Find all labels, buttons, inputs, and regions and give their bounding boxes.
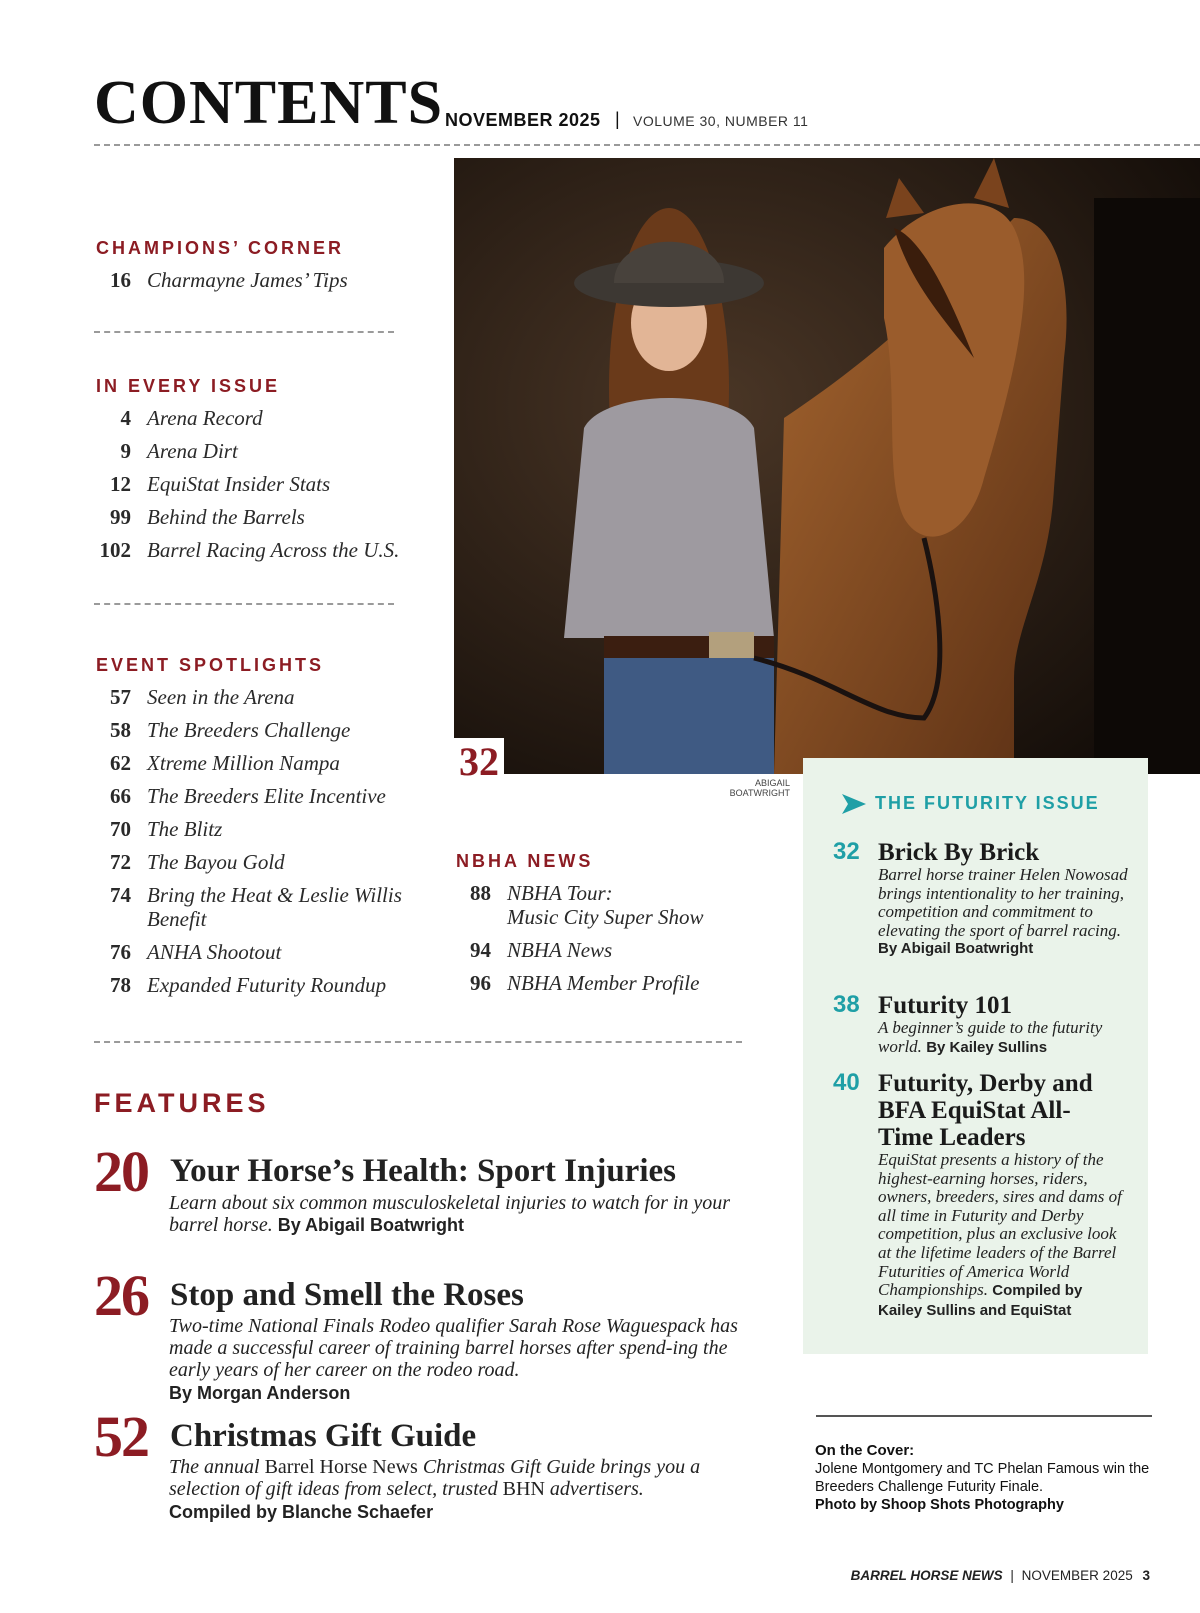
page-title: CONTENTS	[94, 69, 444, 137]
toc-item[interactable]	[96, 439, 426, 463]
nbha-news-heading: NBHA NEWS	[456, 851, 594, 871]
toc-page-number: 78	[110, 973, 131, 997]
toc-page-number: 96	[470, 971, 491, 995]
toc-title: NBHA News	[507, 938, 613, 962]
toc-page-number: 4	[120, 406, 131, 430]
photo-illustration	[454, 158, 1200, 774]
toc-title: The Blitz	[147, 817, 223, 841]
header-separator: |	[615, 109, 620, 129]
issue-date: NOVEMBER 2025	[445, 110, 601, 130]
in-every-issue-list	[96, 406, 426, 571]
feature-description	[169, 1456, 729, 1523]
feature-byline: By Morgan Anderson	[169, 1383, 351, 1403]
feature-description	[878, 866, 1128, 959]
feature-page-number: 26	[94, 1263, 148, 1328]
feature-desc-text: Barrel horse trainer Helen Nowosad brings intentionality to her training, competition and commitment to elevating the sport of barrel racing.	[878, 865, 1128, 940]
toc-item[interactable]	[96, 883, 426, 931]
toc-page-number: 88	[470, 881, 491, 905]
toc-page-number: 70	[110, 817, 131, 841]
toc-page-number: 72	[110, 850, 131, 874]
feature-desc-text: The annual	[169, 1456, 260, 1478]
section-divider	[94, 331, 394, 333]
toc-page-number: 62	[110, 751, 131, 775]
feature-byline: Compiled by Kailey Sullins and EquiStat	[878, 1282, 1083, 1319]
feature-byline: By Abigail Boatwright	[878, 940, 1034, 958]
footer-date: NOVEMBER 2025	[1021, 1568, 1133, 1583]
event-spotlights-list	[96, 685, 426, 1006]
toc-item[interactable]	[456, 938, 756, 962]
toc-page-number: 58	[110, 718, 131, 742]
toc-page-number: 102	[99, 538, 131, 562]
toc-page-number: 99	[110, 505, 131, 529]
footer-magazine: BARREL HORSE NEWS	[850, 1568, 1003, 1583]
header-divider	[94, 144, 1200, 146]
toc-item[interactable]	[96, 850, 426, 874]
toc-page-number: 16	[110, 268, 131, 292]
features-heading: FEATURES	[94, 1088, 270, 1118]
toc-page-number: 57	[110, 685, 131, 709]
toc-item[interactable]	[96, 817, 426, 841]
toc-page-number: 12	[110, 472, 131, 496]
toc-page-number: 94	[470, 938, 491, 962]
feature-byline: By Abigail Boatwright	[277, 1215, 465, 1235]
section-divider	[94, 603, 394, 605]
feature-title[interactable]: Your Horse’s Health: Sport Injuries	[170, 1153, 676, 1189]
toc-title: NBHA Member Profile	[507, 971, 700, 995]
toc-title: Seen in the Arena	[147, 685, 295, 709]
toc-title: Barrel Racing Across the U.S.	[147, 538, 400, 562]
feature-title[interactable]: Brick By Brick	[878, 839, 1040, 866]
champions-corner-heading: CHAMPIONS’ CORNER	[96, 238, 345, 258]
toc-title: Charmayne James’ Tips	[147, 268, 348, 292]
feature-description	[878, 1019, 1133, 1057]
toc-item[interactable]	[456, 971, 756, 995]
toc-page-number: 66	[110, 784, 131, 808]
magazine-name: Barrel Horse News	[264, 1456, 418, 1478]
page-footer	[800, 1568, 1150, 1583]
feature-description	[878, 1151, 1123, 1320]
event-spotlights-heading: EVENT SPOTLIGHTS	[96, 655, 325, 675]
futurity-issue-heading: THE FUTURITY ISSUE	[875, 793, 1100, 813]
toc-title: Bring the Heat & Leslie Willis Benefit	[147, 883, 402, 931]
feature-title[interactable]: Stop and Smell the Roses	[170, 1277, 524, 1313]
feature-desc-text: EquiStat presents a history of the highest-earning horses, riders, owners, breeders, sires and dams of all time in Futurity and Derby competition, plus an exclusive look at the lifetime leaders of the Barrel Futurities of America World Championships.	[878, 1150, 1122, 1300]
nbha-news-list	[456, 881, 756, 1004]
toc-page-number: 74	[110, 883, 131, 907]
feature-desc-text: A beginner’s guide to the futurity world.	[878, 1018, 1103, 1056]
toc-item[interactable]	[96, 973, 426, 997]
toc-item[interactable]	[96, 784, 426, 808]
photo-credit: ABIGAIL BOATWRIGHT	[729, 778, 790, 798]
feature-title[interactable]: Futurity 101	[878, 992, 1013, 1019]
toc-item[interactable]	[96, 940, 426, 964]
toc-item[interactable]	[96, 751, 426, 775]
section-divider	[94, 1041, 742, 1043]
feature-description	[169, 1315, 741, 1404]
feature-byline: By Kailey Sullins	[926, 1038, 1048, 1056]
toc-item[interactable]	[96, 472, 426, 496]
toc-title: The Breeders Elite Incentive	[147, 784, 386, 808]
feature-desc-text: Christmas Gift Guide brings you a selection of gift ideas from select, trusted	[169, 1456, 701, 1500]
toc-item[interactable]	[96, 538, 426, 562]
toc-item[interactable]	[96, 268, 426, 292]
photo-page-number: 32	[454, 738, 504, 786]
cover-divider	[816, 1415, 1152, 1417]
toc-page-number: 9	[120, 439, 131, 463]
toc-title: Arena Dirt	[147, 439, 238, 463]
footer-page-number: 3	[1142, 1568, 1150, 1583]
feature-desc-text: Learn about six common musculoskeletal injuries to watch for in your barrel horse.	[169, 1192, 731, 1236]
toc-title-line: NBHA Tour:	[507, 881, 613, 905]
toc-item[interactable]	[96, 505, 426, 529]
magazine-abbrev: BHN	[502, 1478, 545, 1500]
feature-title[interactable]: Futurity, Derby and BFA EquiStat All-Time Leaders	[878, 1070, 1093, 1151]
arrow-icon	[840, 792, 868, 816]
toc-item[interactable]	[96, 718, 426, 742]
cover-photo-credit: Photo by Shoop Shots Photography	[815, 1497, 1064, 1513]
in-every-issue-heading: IN EVERY ISSUE	[96, 376, 281, 396]
toc-title	[507, 881, 704, 929]
footer-separator: |	[1010, 1568, 1014, 1583]
volume-info: VOLUME 30, NUMBER 11	[633, 113, 809, 129]
toc-page-number: 76	[110, 940, 131, 964]
feature-title[interactable]: Christmas Gift Guide	[170, 1418, 477, 1454]
feature-page-number: 32	[833, 838, 860, 865]
feature-byline: Compiled by Blanche Schaefer	[169, 1502, 434, 1522]
toc-title: Behind the Barrels	[147, 505, 305, 529]
cover-label: On the Cover:	[815, 1442, 915, 1459]
feature-page-number: 20	[94, 1139, 148, 1204]
feature-desc-text: advertisers.	[549, 1478, 644, 1500]
feature-desc-text: Two-time National Finals Rodeo qualifier Sarah Rose Waguespack has made a successful career of training barrel horses after spend-ing the early years of her career on the rodeo road.	[169, 1315, 738, 1381]
toc-title: Expanded Futurity Roundup	[147, 973, 387, 997]
cover-text: Jolene Montgomery and TC Phelan Famous win the Breeders Challenge Futurity Finale.	[815, 1461, 1150, 1495]
toc-item[interactable]	[456, 881, 756, 929]
toc-title: EquiStat Insider Stats	[147, 472, 331, 496]
toc-title: ANHA Shootout	[147, 940, 282, 964]
toc-title: Xtreme Million Nampa	[147, 751, 340, 775]
toc-title-line: Music City Super Show	[507, 905, 704, 929]
feature-page-number: 40	[833, 1069, 860, 1096]
cover-story-photo	[454, 158, 1200, 774]
futurity-issue-box	[803, 758, 1148, 1354]
toc-title: Arena Record	[147, 406, 263, 430]
champions-corner-list	[96, 268, 426, 301]
feature-page-number: 38	[833, 991, 860, 1018]
feature-page-number: 52	[94, 1404, 148, 1469]
toc-title: The Bayou Gold	[147, 850, 285, 874]
feature-description	[169, 1192, 734, 1236]
toc-item[interactable]	[96, 685, 426, 709]
toc-item[interactable]	[96, 406, 426, 430]
cover-note	[815, 1442, 1160, 1514]
toc-title: The Breeders Challenge	[147, 718, 351, 742]
